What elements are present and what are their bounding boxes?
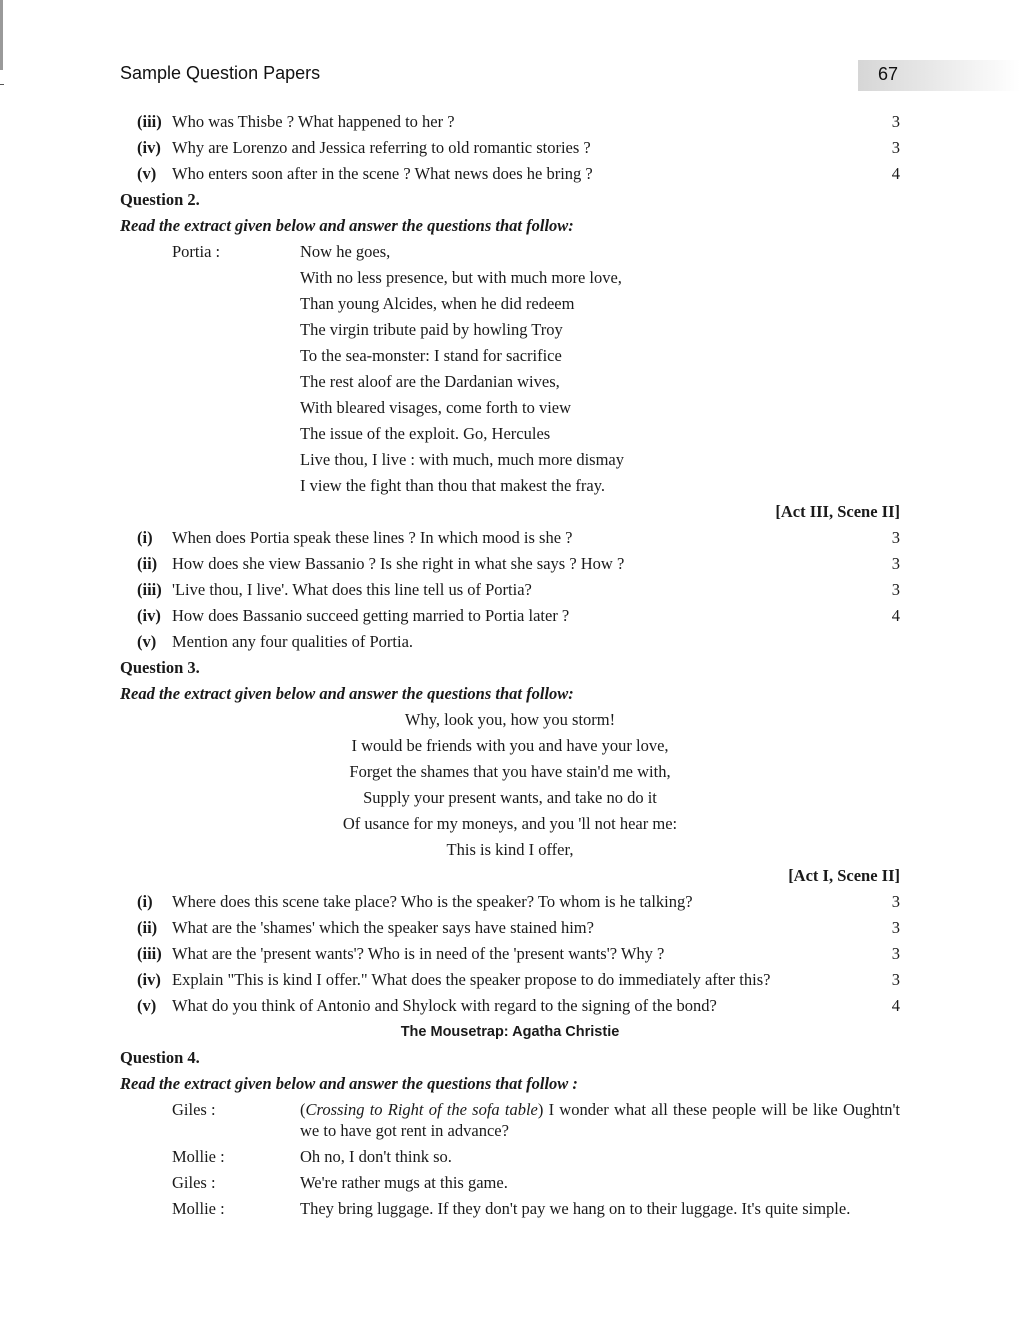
question-text: Who was Thisbe ? What happened to her ? [172,112,455,131]
question-text: When does Portia speak these lines ? In which mood is she ? [172,528,573,547]
question-text: How does Bassanio succeed getting married to Portia later ? [172,606,570,625]
speaker-name: Giles : [172,1173,216,1192]
extract-line: Live thou, I live : with much, much more dismay [300,450,624,469]
question-marks: 3 [891,580,900,599]
question-3-heading: Question 3. [120,658,200,677]
question-item [120,889,900,915]
question-item [120,967,900,993]
dialogue-line [120,1097,900,1144]
extract-line: Supply your present wants, and take no do it [363,788,657,807]
question-text: Mention any four qualities of Portia. [172,632,414,651]
extract-line: Of usance for my moneys, and you 'll not hear me: [342,814,678,833]
extract-line: The rest aloof are the Dardanian wives, [300,372,560,391]
question-label: (ii) [137,554,158,573]
question-item [120,577,900,603]
section-heading: The Mousetrap: Agatha Christie [400,1024,620,1040]
question-item [120,603,900,629]
question-4-instruction: Read the extract given below and answer the questions that follow : [120,1074,578,1093]
question-marks: 3 [891,138,900,157]
running-title: Sample Question Papers [120,63,321,83]
dialogue-line [120,1144,900,1170]
extract-line: I would be friends with you and have your love, [351,736,669,755]
question-marks: 3 [891,528,900,547]
dialogue-line [120,1170,900,1196]
question-item [120,551,900,577]
speaker-name: Mollie : [172,1147,225,1166]
question-text: Why are Lorenzo and Jessica referring to old romantic stories ? [172,138,591,157]
page-edge-tick [0,84,4,85]
question-label: (v) [137,164,157,183]
question-marks: 4 [891,996,900,1015]
stage-close: ) [537,1100,544,1119]
extract-line: The issue of the exploit. Go, Hercules [300,424,551,443]
speaker-name: Portia : [172,242,221,261]
question-item [120,915,900,941]
extract-line: Than young Alcides, when he did redeem [300,294,575,313]
question-marks: 3 [891,970,900,989]
stage-direction: Crossing to Right of the sofa table [305,1100,538,1119]
question-label: (ii) [137,918,158,937]
dialogue-text [300,1099,900,1141]
dialogue-text: Oh no, I don't think so. [300,1147,452,1166]
extract-line: Forget the shames that you have stain'd me with, [349,762,671,781]
question-text: Where does this scene take place? Who is the speaker? To whom is he talking? [172,892,693,911]
question-text: What are the 'present wants'? Who is in need of the 'present wants'? Why ? [172,944,665,963]
question-text: 'Live thou, I live'. What does this line tell us of Portia? [172,580,532,599]
dialogue-text: They bring luggage. If they don't pay we hang on to their luggage. It's quite simple. [300,1199,851,1218]
question-item [120,135,900,161]
question-2-instruction: Read the extract given below and answer the questions that follow: [120,216,574,235]
extract-line: With bleared visages, come forth to view [300,398,572,417]
extract-line: Why, look you, how you storm! [404,710,616,729]
question-item [120,941,900,967]
question-marks: 3 [891,554,900,573]
question-text: What do you think of Antonio and Shylock with regard to the signing of the bond? [172,996,717,1015]
speaker-name: Mollie : [172,1199,225,1218]
question-label: (iv) [137,138,161,157]
question-label: (iv) [137,606,161,625]
dialogue-text: We're rather mugs at this game. [300,1173,508,1192]
extract-line: I view the fight than thou that makest the fray. [300,476,606,495]
question-text: Who enters soon after in the scene ? What news does he bring ? [172,164,593,183]
extract-line: Now he goes, [300,242,391,261]
question-label: (iii) [137,944,162,963]
question-item [120,161,900,187]
stage-open: ( [300,1100,306,1119]
question-label: (v) [137,996,157,1015]
dialogue-speech: I wonder what all these people will be like Oughtn't we to have got rent in advance? [300,1100,901,1140]
page-edge-mark [0,0,3,70]
question-marks: 3 [891,944,900,963]
extract-line: To the sea-monster: I stand for sacrifice [300,346,562,365]
extract-speech [120,239,900,499]
extract-line: This is kind I offer, [446,840,574,859]
question-marks: 4 [891,606,900,625]
question-text: Explain "This is kind I offer." What does the speaker propose to do immediately after this? [172,970,771,989]
question-4-heading: Question 4. [120,1048,200,1067]
question-label: (v) [137,632,157,651]
extract-reference: [Act I, Scene II] [788,866,900,885]
page-content [120,109,900,1222]
question-marks: 4 [891,164,900,183]
question-2-heading: Question 2. [120,190,200,209]
dialogue-line [120,1196,900,1222]
question-label: (iii) [137,112,162,131]
speaker-name: Giles : [172,1100,216,1119]
question-text: How does she view Bassanio ? Is she right in what she says ? How ? [172,554,625,573]
question-marks: 3 [891,892,900,911]
extract-line: With no less presence, but with much more love, [300,268,622,287]
question-marks: 3 [891,918,900,937]
extract-lines [300,239,900,499]
question-text: What are the 'shames' which the speaker says have stained him? [172,918,594,937]
question-label: (iii) [137,580,162,599]
question-label: (i) [137,528,153,547]
question-label: (i) [137,892,153,911]
question-3-instruction: Read the extract given below and answer the questions that follow: [120,684,574,703]
page-number-box [858,60,1020,91]
question-label: (iv) [137,970,161,989]
extract-reference: [Act III, Scene II] [775,502,900,521]
question-item [120,525,900,551]
question-item [120,993,900,1019]
question-item [120,629,900,655]
page-number: 67 [878,64,899,84]
question-marks: 3 [891,112,900,131]
extract-line: The virgin tribute paid by howling Troy [300,320,563,339]
question-item [120,109,900,135]
